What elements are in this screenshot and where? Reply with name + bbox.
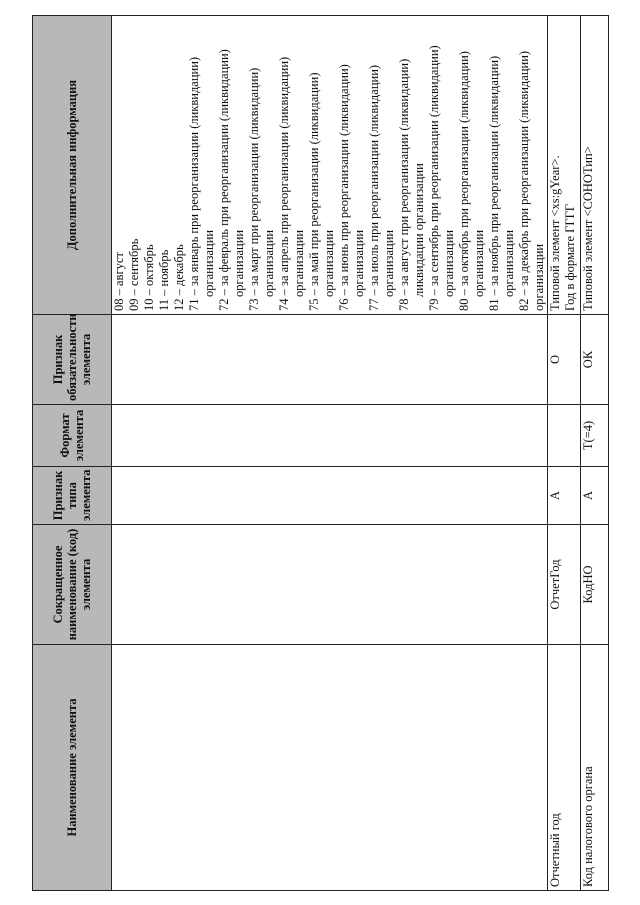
elements-table [32, 15, 609, 891]
header-additional-info: Дополнительная информация [33, 16, 112, 315]
table-row [548, 16, 581, 891]
info-line: организации [502, 229, 516, 297]
info-line: 71 – за январь при реорганизации (ликвидации) [187, 56, 201, 311]
info-line: 08 – август [112, 252, 126, 311]
header-element-code: Сокращенное наименование (код) элемента [33, 525, 112, 645]
info-line: 82 – за декабрь при реорганизации (ликвидации) [517, 50, 531, 311]
info-line: организации [292, 229, 306, 297]
info-line: 77 – за июль при реорганизации (ликвидации) [367, 64, 381, 311]
cell-additional-info [548, 16, 581, 315]
info-line: 09 – сентябрь [127, 238, 141, 311]
cell-element-code: КодНО [581, 525, 609, 645]
cell-empty [112, 525, 548, 645]
cell-empty [112, 405, 548, 467]
header-row [33, 16, 112, 891]
info-line: организации [322, 229, 336, 297]
info-line: 72 – за февраль при реорганизации (ликвидации) [217, 49, 231, 311]
rotated-table-wrapper [32, 16, 594, 891]
table-row-continuation [112, 16, 548, 891]
info-line: 80 – за октябрь при реорганизации (ликвидации) [457, 51, 471, 311]
cell-element-name: Код налогового органа [581, 645, 609, 891]
info-line: организации [532, 243, 546, 311]
header-element-name: Наименование элемента [33, 645, 112, 891]
header-element-format: Формат элемента [33, 405, 112, 467]
info-line: 78 – за август при реорганизации (ликвидации) [397, 58, 411, 311]
info-line: 81 – за ноябрь при реорганизации (ликвидации) [487, 55, 501, 311]
cell-element-type: А [581, 467, 609, 525]
info-line: организации [262, 229, 276, 297]
info-line: организации [442, 229, 456, 297]
cell-element-name: Отчетный год [548, 645, 581, 891]
cell-additional-info [581, 16, 609, 315]
info-line: 12 – декабрь [172, 244, 186, 311]
cell-continuation-info [112, 16, 548, 315]
cell-empty [112, 645, 548, 891]
info-line: организации [232, 229, 246, 297]
cell-element-required: О [548, 315, 581, 405]
cell-element-type: А [548, 467, 581, 525]
info-line: Типовой элемент <xs:gYear>. [548, 155, 562, 311]
info-line: 10 – октябрь [142, 244, 156, 311]
cell-empty [112, 315, 548, 405]
header-element-type: Признак типа элемента [33, 467, 112, 525]
info-line: организации [382, 229, 396, 297]
info-line: 76 – за июнь при реорганизации (ликвидации) [337, 64, 351, 311]
info-line: Год в формате ГГГГ [563, 203, 577, 311]
cell-element-required: ОК [581, 315, 609, 405]
header-element-required: Признак обязательности элемента [33, 315, 112, 405]
info-line: ликвидации организации [412, 163, 426, 297]
cell-element-format [548, 405, 581, 467]
cell-element-format: T(=4) [581, 405, 609, 467]
info-line: 75 – за май при реорганизации (ликвидации) [307, 72, 321, 311]
info-line: организации [352, 229, 366, 297]
info-line: 74 – за апрель при реорганизации (ликвидации) [277, 56, 291, 311]
table-row [581, 16, 609, 891]
cell-empty [112, 467, 548, 525]
info-line: Типовой элемент <СОНОТип> [581, 146, 595, 311]
info-line: 79 – за сентябрь при реорганизации (ликвидации) [427, 45, 441, 311]
info-line: организации [202, 229, 216, 297]
info-line: 73 – за март при реорганизации (ликвидации) [247, 67, 261, 311]
info-line: организации [472, 229, 486, 297]
info-line: 11 – ноябрь [157, 249, 171, 311]
cell-element-code: ОтчетГод [548, 525, 581, 645]
